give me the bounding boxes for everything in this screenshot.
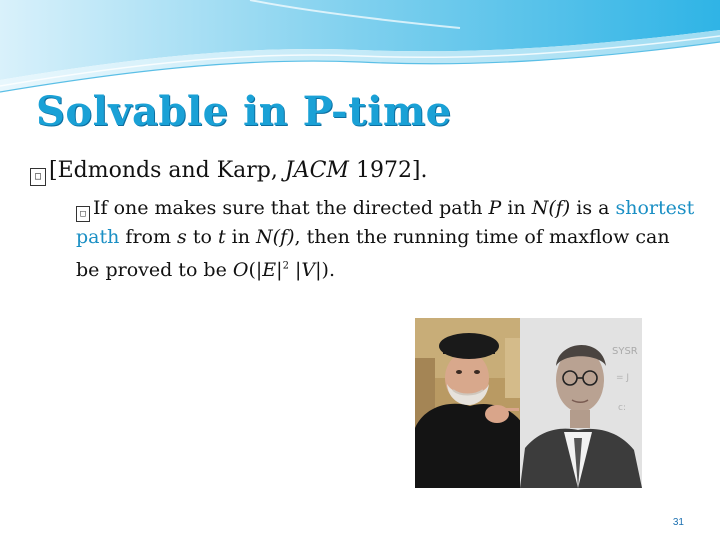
text-segment: is a — [570, 197, 616, 219]
page-number: 31 — [672, 517, 684, 528]
text-segment: to — [186, 226, 218, 248]
math-var-s: s — [177, 226, 187, 248]
math-var-p: P — [488, 197, 502, 219]
citation-suffix: 1972]. — [348, 158, 428, 183]
bullet-shortest-path — [76, 194, 696, 285]
svg-text:= J: = J — [616, 373, 630, 383]
text-segment: in — [501, 197, 532, 219]
math-var-n: N — [531, 197, 549, 219]
text-segment: , then the running time of maxflow can be proved to be — [76, 226, 670, 282]
math-abs: | — [288, 259, 302, 282]
math-exponent: 2 — [282, 261, 289, 272]
math-var-f: (f) — [272, 226, 295, 248]
photo-karp — [520, 318, 642, 488]
math-paren: |). — [315, 259, 335, 282]
bullet-icon: □ — [76, 206, 90, 222]
math-big-o: O — [232, 259, 249, 282]
bullet-text — [76, 197, 694, 281]
text-segment: from — [119, 226, 178, 248]
svg-text:SYSR: SYSR — [612, 346, 638, 357]
math-abs: | — [276, 259, 283, 282]
text-segment: If one makes sure that the directed path — [93, 197, 489, 219]
bullet-citation — [30, 158, 428, 186]
highlight-shortest-path: shortest path — [76, 197, 695, 248]
math-var-n: N — [256, 226, 273, 248]
citation-prefix: [Edmonds and Karp, — [49, 158, 285, 183]
text-segment: in — [225, 226, 256, 248]
bullet-icon: □ — [30, 168, 46, 186]
citation-journal: JACM — [284, 158, 349, 183]
svg-text:c:: c: — [618, 403, 626, 413]
slide-title: Solvable in P-time — [36, 88, 452, 135]
photo-edmonds — [415, 318, 525, 488]
math-var-t: t — [217, 226, 226, 248]
math-paren: (| — [248, 259, 263, 282]
math-var-e: E — [262, 259, 277, 282]
math-var-v: V — [301, 259, 316, 282]
math-var-f: (f) — [548, 197, 571, 219]
